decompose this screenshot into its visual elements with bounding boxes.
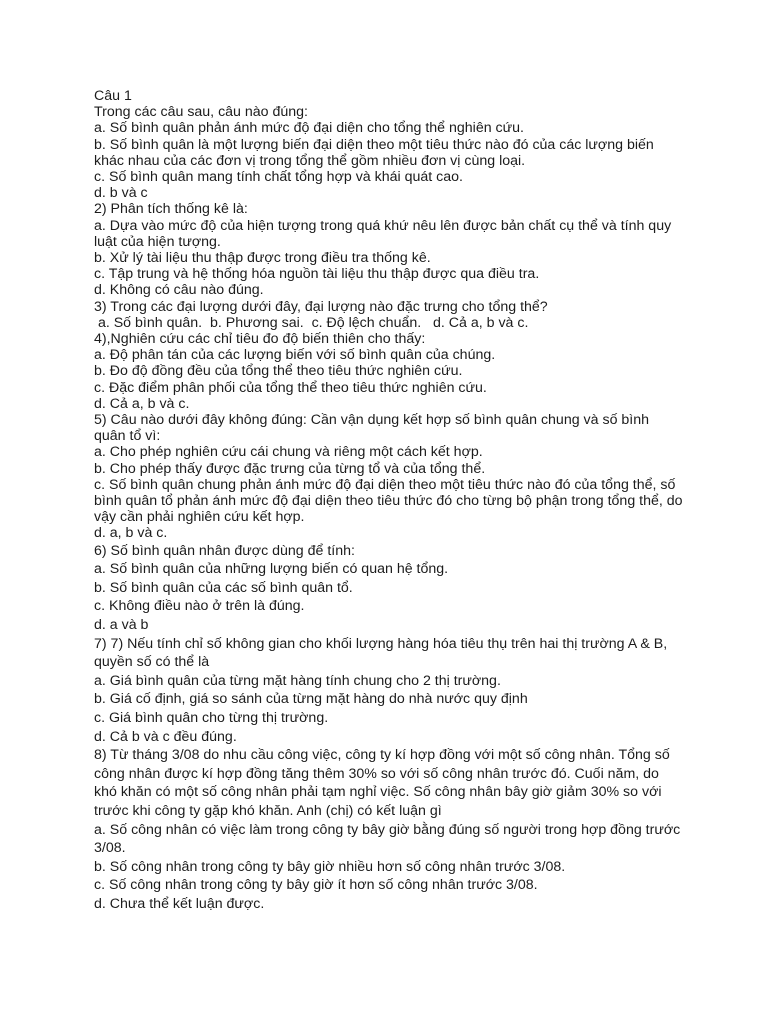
option-c: c. Không điều nào ở trên là đúng. [94,598,305,615]
option-d: d. Chưa thể kết luận được. [94,895,265,912]
option-a: a. Giá bình quân của từng mặt hàng tính chung cho 2 thị trường. [94,672,501,689]
question-stem: Trong các câu sau, câu nào đúng: [94,104,309,121]
question-7 [94,635,694,747]
question-stem: 3) Trong các đại lượng dưới đây, đại lượng nào đặc trưng cho tổng thể? [94,298,548,315]
option-c: c. Số bình quân mang tính chất tổng hợp và khái quát cao. [94,169,463,186]
option-d: d. Cả b và c đều đúng. [94,728,237,745]
options-row: a. Số bình quân. b. Phương sai. c. Độ lệch chuẩn. d. Cả a, b và c. [94,314,529,331]
option-b: b. Giá cố định, giá so sánh của từng mặt hàng do nhà nước quy định [94,691,528,708]
option-c: c. Giá bình quân cho từng thị trường. [94,710,329,727]
question-2 [94,201,694,298]
option-c: c. Số bình quân chung phản ánh mức độ đại diện theo một tiêu thức nào đó của tổng thể, số bình quân tổ phản ánh mức độ đại diện theo tiêu thức đó cho từng bộ phận trong tổng thể, do vậy cần phải nghiên cứu kết hợp. [94,476,683,526]
question-6 [94,542,694,635]
question-stem: 2) Phân tích thống kê là: [94,201,248,218]
question-3 [94,299,694,331]
question-1 [94,104,694,201]
option-b: b. Cho phép thấy được đặc trưng của từng tổ và của tổng thể. [94,460,486,477]
option-a: a. Số bình quân của những lượng biến có quan hệ tổng. [94,561,449,578]
question-8 [94,746,694,913]
option-a: a. Cho phép nghiên cứu cái chung và riêng một cách kết hợp. [94,444,483,461]
option-b: b. Số công nhân trong công ty bây giờ nhiều hơn số công nhân trước 3/08. [94,858,566,875]
option-b: b. Số bình quân của các số bình quân tổ. [94,579,353,596]
option-d: d. a, b và c. [94,525,168,542]
option-c: c. Tập trung và hệ thống hóa nguồn tài liệu thu thập được qua điều tra. [94,266,540,283]
document-page [94,88,694,914]
option-c: c. Đặc điểm phân phối của tổng thể theo tiêu thức nghiên cứu. [94,379,487,396]
option-d: d. a và b [94,617,149,634]
question-stem: 4),Nghiên cứu các chỉ tiêu đo độ biến thiên cho thấy: [94,331,426,348]
question-4 [94,331,694,412]
option-d: d. Không có câu nào đúng. [94,282,264,299]
option-a: a. Độ phân tán của các lượng biến với số bình quân của chúng. [94,347,496,364]
option-c: c. Số công nhân trong công ty bây giờ ít hơn số công nhân trước 3/08. [94,877,538,894]
question-stem: 6) Số bình quân nhân được dùng để tính: [94,542,355,559]
question-stem: 5) Câu nào dưới đây không đúng: Cần vận dụng kết hợp số bình quân chung và số bình quân tổ vì: [94,412,650,445]
option-b: b. Số bình quân là một lượng biến đại diện theo một tiêu thức nào đó của các lượng biến khác nhau của các đơn vị trong tổng thể gồm nhiều đơn vị cùng loại. [94,136,654,169]
option-a: a. Dựa vào mức độ của hiện tượng trong quá khứ nêu lên được bản chất cụ thể và tính quy luật của hiện tượng. [94,217,672,250]
option-d: d. Cả a, b và c. [94,395,190,412]
option-b: b. Đo độ đồng đều của tổng thể theo tiêu thức nghiên cứu. [94,363,463,380]
question-stem: 7) 7) Nếu tính chỉ số không gian cho khối lượng hàng hóa tiêu thụ trên hai thị trường A & B, quyền số có thể là [94,635,668,671]
option-a: a. Số bình quân phản ánh mức độ đại diện cho tổng thể nghiên cứu. [94,120,524,137]
option-d: d. b và c [94,185,148,202]
question-stem: 8) Từ tháng 3/08 do nhu cầu công việc, công ty kí hợp đồng với một số công nhân. Tổng số công nhân được kí hợp đồng tăng thêm 30% so với số công nhân trước đó. Cuối năm, do khó khăn có một số công nhân phải tạm nghỉ việc. Số công nhân bây giờ giảm 30% so với trước khi công ty gặp khó khăn. Anh (chị) có kết luận gì [94,747,670,819]
option-b: b. Xử lý tài liệu thu thập được trong điều tra thống kê. [94,250,431,267]
document-title: Câu 1 [94,88,132,104]
option-a: a. Số công nhân có việc làm trong công ty bây giờ bằng đúng số người trong hợp đồng trước 3/08. [94,821,681,857]
question-5 [94,412,694,542]
